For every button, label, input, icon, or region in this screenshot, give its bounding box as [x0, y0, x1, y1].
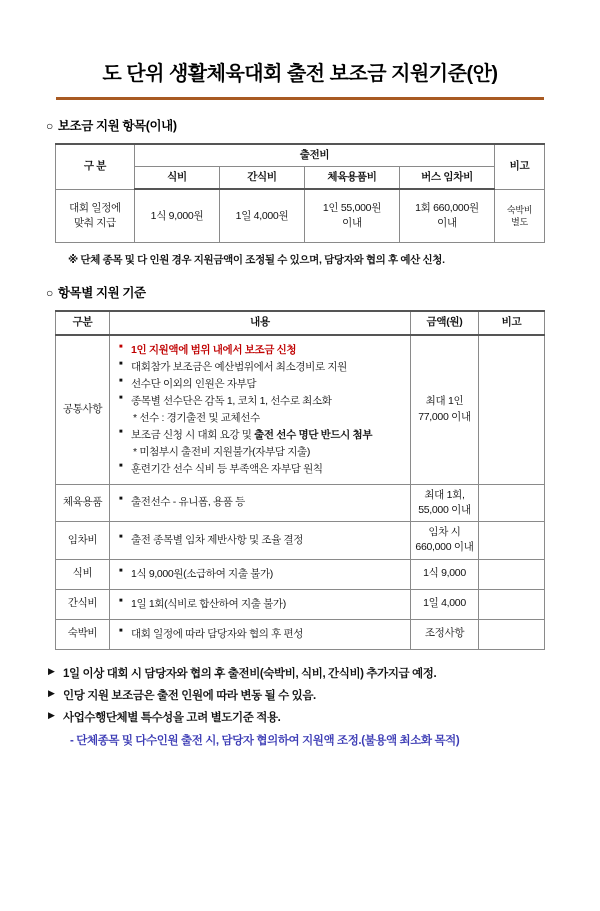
title-block [0, 62, 600, 86]
section1-heading-text: 보조금 지원 항목(이내) [57, 119, 177, 133]
t1-header-bigo: 비고 [495, 144, 545, 189]
t1-header-group-chuljeonbi: 출전비 [134, 144, 494, 167]
t1-header-gubun: 구 분 [55, 144, 134, 189]
footer-bullet: ▶ 인당 지원 보조금은 출전 인원에 따라 변동 될 수 있음. [48, 685, 600, 707]
t2-row-bigo [479, 522, 545, 559]
t2-header-gubun: 구분 [56, 311, 110, 334]
t2-row-label: 숙박비 [56, 619, 110, 649]
t1-subheader-yongpumbi: 체육용품비 [304, 167, 399, 190]
table-row [56, 559, 545, 589]
per-item-criteria-table [55, 310, 545, 649]
page-title: 도 단위 생활체육대회 출전 보조금 지원기준(안) [102, 63, 498, 85]
t1-cell-busimchabi-value: 1회 660,000원 이내 [399, 189, 494, 243]
footer-notes [0, 663, 600, 753]
table-row [56, 484, 545, 521]
t2-body [56, 335, 545, 649]
footer-sub-note: - 단체종목 및 다수인원 출전 시, 담당자 협의하여 지원액 조정.(불용액 최소화 목적) [48, 730, 600, 752]
t2-bullet-line: ■ 출전 종목별 임차 제반사항 및 조율 결정 [119, 532, 404, 549]
section1-note: ※ 단체 종목 및 다 인원 경우 지원금액이 조정될 수 있으며, 담당자와 협의 후 예산 신청. [68, 254, 445, 267]
t2-bullet-line: ■ 1식 9,000원(소급하여 지출 불가) [119, 566, 404, 583]
t1-cell-sikbi-value: 1식 9,000원 [134, 189, 219, 243]
table-header-row [56, 311, 545, 334]
t2-row-bigo [479, 335, 545, 485]
t2-row-amount: 최대 1인 77,000 이내 [411, 335, 479, 485]
t2-row-label: 간식비 [56, 589, 110, 619]
t2-row-content [110, 484, 411, 521]
t1-subheader-busimchabi: 버스 임차비 [399, 167, 494, 190]
support-items-table [55, 143, 545, 243]
t1-subheader-gansikbi: 간식비 [219, 167, 304, 190]
t2-sub-note: * 미첨부시 출전비 지원불가(자부담 지출) [119, 444, 404, 461]
t2-bullet-line: ■ 대회참가 보조금은 예산범위에서 최소경비로 지원 [119, 359, 404, 376]
table-row [56, 619, 545, 649]
t2-bullet-line: ■ 1인 지원액에 범위 내에서 보조금 신청 [119, 342, 404, 359]
table-row [55, 189, 544, 243]
t2-bullet-line: ■ 보조금 신청 시 대회 요강 및 출전 선수 명단 반드시 첨부 [119, 427, 404, 444]
table-row [56, 335, 545, 485]
footer-bullet: ▶ 1일 이상 대회 시 담당자와 협의 후 출전비(숙박비, 식비, 간식비) 추가지급 예정. [48, 663, 600, 685]
t2-row-amount: 최대 1회, 55,000 이내 [411, 484, 479, 521]
t2-row-amount: 조정사항 [411, 619, 479, 649]
t2-bullet-line: ■ 대회 일정에 따라 담당자와 협의 후 편성 [119, 626, 404, 643]
t1-subheader-sikbi: 식비 [134, 167, 219, 190]
table-row [55, 144, 544, 167]
t2-row-bigo [479, 589, 545, 619]
t1-cell-gubun-value: 대회 일정에 맞춰 지급 [55, 189, 134, 243]
t2-row-amount: 1일 4,000 [411, 589, 479, 619]
section-heading-per-item-criteria [0, 283, 600, 301]
t2-header-bigo: 비고 [479, 311, 545, 334]
section-heading-support-items [0, 116, 600, 134]
t2-bullet-line: ■ 1일 1회(식비로 합산하여 지출 불가) [119, 596, 404, 613]
t1-cell-bigo-value: 숙박비 별도 [495, 189, 545, 243]
circle-marker-icon: ○ [46, 286, 53, 301]
t2-header-amount: 금액(원) [411, 311, 479, 334]
t2-sub-note: * 선수 : 경기출전 및 교체선수 [119, 410, 404, 427]
t2-row-bigo [479, 559, 545, 589]
t2-row-amount: 임차 시 660,000 이내 [411, 522, 479, 559]
t2-row-label: 식비 [56, 559, 110, 589]
t2-row-content [110, 522, 411, 559]
document-page [0, 62, 600, 911]
t1-cell-yongpumbi-value: 1인 55,000원 이내 [304, 189, 399, 243]
section2-heading-text: 항목별 지원 기준 [57, 286, 146, 301]
t2-row-amount: 1식 9,000 [411, 559, 479, 589]
t2-row-content [110, 559, 411, 589]
t2-row-bigo [479, 619, 545, 649]
footer-bullet: ▶ 사업수행단체별 특수성을 고려 별도기준 적용. [48, 707, 600, 729]
t2-bullet-line: ■ 훈련기간 선수 식비 등 부족액은 자부담 원칙 [119, 461, 404, 478]
t2-row-bigo [479, 484, 545, 521]
t2-row-label: 체육용품 [56, 484, 110, 521]
table-row [56, 522, 545, 559]
t2-row-label: 공통사항 [56, 335, 110, 485]
title-underline-rule [56, 97, 544, 100]
t2-row-content [110, 589, 411, 619]
t2-row-content [110, 335, 411, 485]
t2-row-label: 임차비 [56, 522, 110, 559]
t2-bullet-line: ■ 선수단 이외의 인원은 자부담 [119, 376, 404, 393]
circle-marker-icon: ○ [46, 119, 53, 133]
t2-row-content [110, 619, 411, 649]
table-row [56, 589, 545, 619]
t1-cell-gansikbi-value: 1일 4,000원 [219, 189, 304, 243]
t2-bullet-line: ■ 종목별 선수단은 감독 1, 코치 1, 선수로 최소화 [119, 393, 404, 410]
t2-header-naeyong: 내용 [110, 311, 411, 334]
t2-bullet-line: ■ 출전선수 - 유니폼, 용품 등 [119, 494, 404, 511]
